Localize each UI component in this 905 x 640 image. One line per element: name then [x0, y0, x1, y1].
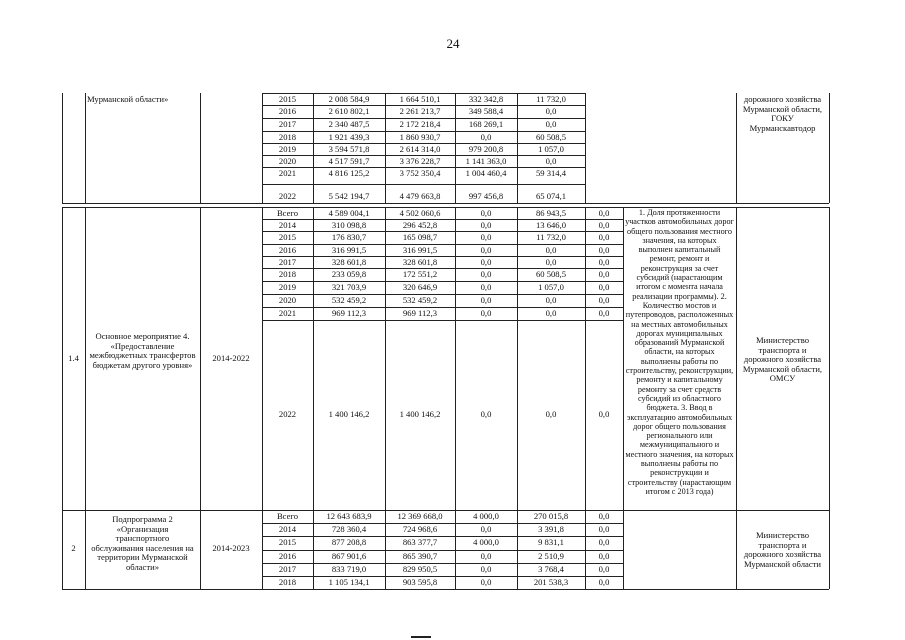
cell-total: 867 901,6 [331, 551, 367, 561]
cell-col2: 328 601,8 [402, 257, 438, 267]
cell-col2: 903 595,8 [402, 577, 438, 587]
cell-col3: 349 588,4 [468, 106, 504, 116]
cell-col2: 1 860 930,7 [399, 132, 441, 142]
table-rule [829, 510, 830, 589]
cell-col5: 0,0 [598, 269, 610, 279]
cell-year: 2020 [278, 295, 297, 305]
cell-col3: 0,0 [480, 564, 492, 574]
cell-total: 2 610 802,1 [328, 106, 370, 116]
cell-total: 4 816 125,2 [328, 168, 370, 178]
table-rule [262, 536, 623, 537]
table-rule [62, 93, 63, 203]
cell-col4: 2 510,9 [538, 551, 564, 561]
cell-total: 969 112,3 [331, 308, 367, 318]
cell-col2: 4 479 663,8 [399, 191, 441, 201]
cell-col5: 0,0 [598, 409, 610, 419]
cell-col4: 3 391,8 [538, 524, 564, 534]
cell-col5: 0,0 [598, 564, 610, 574]
table-rule [623, 510, 624, 589]
cell-total: 321 703,9 [331, 282, 367, 292]
table-rule [736, 207, 737, 510]
cell-col4: 11 732,0 [536, 232, 566, 242]
cell-col5: 0,0 [598, 208, 610, 218]
cell-col2: 724 968,6 [402, 524, 438, 534]
cell-year: Всего [276, 208, 299, 218]
cell-col2: 863 377,7 [402, 537, 438, 547]
table-rule [200, 93, 201, 203]
table-rule [262, 268, 623, 269]
cell-col3: 0,0 [480, 551, 492, 561]
cell-col3: 0,0 [480, 308, 492, 318]
table-rule [262, 281, 623, 282]
top-section-executor: дорожного хозяйства Мурманской области, ГОКУ Мурманскавтодор [742, 94, 823, 133]
cell-col2: 12 369 668,0 [397, 511, 443, 521]
cell-year: 2022 [278, 409, 297, 419]
table-rule [262, 219, 623, 220]
table-rule [829, 93, 830, 203]
section-separator [62, 510, 829, 511]
cell-col3: 1 004 460,4 [465, 168, 507, 178]
table-rule [262, 184, 585, 185]
cell-year: 2022 [278, 191, 297, 201]
cell-year: 2019 [278, 282, 297, 292]
cell-year: 2018 [278, 269, 297, 279]
cell-col2: 532 459,2 [402, 295, 438, 305]
section-number: 2 [71, 543, 76, 553]
cell-col4: 9 831,1 [538, 537, 564, 547]
cell-total: 328 601,8 [331, 257, 367, 267]
cell-year: 2021 [278, 168, 297, 178]
section-number: 1.4 [68, 353, 79, 363]
top-section-name: Мурманской области» [87, 94, 169, 104]
cell-year: 2020 [278, 156, 297, 166]
cell-total: 833 719,0 [331, 564, 367, 574]
section-period: 2014-2023 [212, 543, 250, 553]
cell-col2: 829 950,5 [402, 564, 438, 574]
cell-col2: 2 172 218,4 [399, 119, 441, 129]
cell-year: 2016 [278, 106, 297, 116]
cell-year: 2017 [278, 564, 297, 574]
table-rule [262, 550, 623, 551]
cell-col3: 0,0 [480, 524, 492, 534]
cell-total: 2 008 584,9 [328, 94, 370, 104]
cell-col3: 0,0 [480, 257, 492, 267]
table-rule [85, 207, 86, 510]
cell-year: 2015 [278, 537, 297, 547]
cell-col2: 1 400 146,2 [399, 409, 441, 419]
cell-col2: 172 551,2 [402, 269, 438, 279]
cell-year: 2016 [278, 245, 297, 255]
cell-year: 2015 [278, 94, 297, 104]
cell-total: 4 517 591,7 [328, 156, 370, 166]
cell-col4: 0,0 [545, 257, 557, 267]
cell-col4: 0,0 [545, 245, 557, 255]
cell-col3: 0,0 [480, 269, 492, 279]
section-executor: Министерство транспорта и дорожного хозяйства Мурманской области, ОМСУ [742, 335, 823, 384]
cell-col3: 979 200,8 [468, 144, 504, 154]
cell-col5: 0,0 [598, 511, 610, 521]
section-executor: Министерство транспорта и дорожного хозяйства Мурманской области [743, 530, 822, 569]
table-rule [85, 510, 86, 589]
cell-col2: 3 752 350,4 [399, 168, 441, 178]
cell-col3: 0,0 [480, 132, 492, 142]
cell-year: 2017 [278, 119, 297, 129]
table-rule [262, 256, 623, 257]
cell-total: 2 340 487,5 [328, 119, 370, 129]
cell-col5: 0,0 [598, 282, 610, 292]
cell-total: 1 105 134,1 [328, 577, 370, 587]
cell-col5: 0,0 [598, 220, 610, 230]
cell-col5: 0,0 [598, 308, 610, 318]
cell-total: 532 459,2 [331, 295, 367, 305]
cell-col5: 0,0 [598, 537, 610, 547]
cell-col3: 997 456,8 [468, 191, 504, 201]
cell-col4: 0,0 [545, 409, 557, 419]
cell-col3: 0,0 [480, 409, 492, 419]
table-rule [262, 244, 623, 245]
cell-col4: 60 508,5 [535, 132, 567, 142]
cell-total: 176 830,7 [331, 232, 367, 242]
cell-col5: 0,0 [598, 577, 610, 587]
cell-col4: 1 057,0 [538, 144, 564, 154]
cell-col5: 0,0 [598, 257, 610, 267]
cell-col4: 0,0 [545, 119, 557, 129]
section-name: Подпрограмма 2 «Организация транспортного обслуживания населения на территории Мурманской области» [91, 514, 194, 572]
cell-year: Всего [276, 511, 299, 521]
table-rule [262, 231, 623, 232]
table-rule [262, 576, 623, 577]
cell-col5: 0,0 [598, 232, 610, 242]
cell-col3: 0,0 [480, 282, 492, 292]
cell-col3: 4 000,0 [473, 537, 499, 547]
cell-year: 2017 [278, 257, 297, 267]
cell-col4: 270 015,8 [533, 511, 569, 521]
cell-col4: 11 732,0 [536, 94, 566, 104]
cell-total: 12 643 683,9 [326, 511, 372, 521]
cell-col4: 3 768,4 [538, 564, 564, 574]
table-rule [736, 510, 737, 589]
cell-total: 877 208,8 [331, 537, 367, 547]
table-rule [262, 294, 623, 295]
section-separator [62, 589, 829, 590]
cell-col3: 0,0 [480, 208, 492, 218]
cell-col2: 165 098,7 [402, 232, 438, 242]
table-rule [85, 93, 86, 203]
cell-col2: 1 664 510,1 [399, 94, 441, 104]
bottom-divider [411, 636, 431, 638]
table-rule [262, 320, 623, 321]
cell-col2: 320 646,9 [402, 282, 438, 292]
cell-total: 4 589 004,1 [328, 208, 370, 218]
cell-total: 1 400 146,2 [328, 409, 370, 419]
cell-total: 233 059,8 [331, 269, 367, 279]
cell-col3: 332 342,8 [468, 94, 504, 104]
cell-col2: 3 376 228,7 [399, 156, 441, 166]
cell-col5: 0,0 [598, 295, 610, 305]
cell-col4: 0,0 [545, 308, 557, 318]
cell-year: 2021 [278, 308, 297, 318]
table-rule [585, 93, 586, 203]
table-rule [262, 307, 623, 308]
cell-col2: 2 261 213,7 [399, 106, 441, 116]
cell-col4: 59 314,4 [535, 168, 567, 178]
cell-year: 2014 [278, 220, 297, 230]
target-indicators: 1. Доля протяженности участков автомобильных дорог общего пользования местного значения, на которых выполнен капитальный ремонт, ремонт и реконструкция за счет субсидий (нарастающим итогом с момента начала реализации программы). 2. Количество мостов и путепроводов, расположенных на местных автомобильных дорогах муниципальных образований Мурманской области, на которых выполнены работы по строительству, реконструкции, ремонту и капитальному ремонту за счет средств субсидий из областного бюджета. 3. Ввод в эксплуатацию автомобильных дорог общего пользования регионального или межмуниципального и местного значения, на которых выполнены работы по реконструкции и строительству (нарастающим итогом с 2013 года) [625, 208, 734, 496]
cell-col3: 0,0 [480, 295, 492, 305]
cell-col4: 0,0 [545, 156, 557, 166]
section-separator [62, 203, 829, 204]
cell-total: 316 991,5 [331, 245, 367, 255]
cell-col5: 0,0 [598, 551, 610, 561]
cell-col4: 86 943,5 [535, 208, 567, 218]
cell-total: 1 921 439,3 [328, 132, 370, 142]
cell-col3: 1 141 363,0 [465, 156, 507, 166]
cell-col2: 316 991,5 [402, 245, 438, 255]
cell-col2: 4 502 060,6 [399, 208, 441, 218]
cell-year: 2018 [278, 132, 297, 142]
cell-total: 728 360,4 [331, 524, 367, 534]
cell-total: 310 098,8 [331, 220, 367, 230]
table-rule [262, 523, 623, 524]
cell-year: 2014 [278, 524, 297, 534]
cell-year: 2016 [278, 551, 297, 561]
table-rule [262, 563, 623, 564]
table-rule [623, 207, 624, 510]
cell-year: 2015 [278, 232, 297, 242]
cell-col3: 168 269,1 [468, 119, 504, 129]
cell-col2: 865 390,7 [402, 551, 438, 561]
table-rule [736, 93, 737, 203]
cell-col4: 0,0 [545, 295, 557, 305]
cell-year: 2019 [278, 144, 297, 154]
cell-col4: 65 074,1 [535, 191, 567, 201]
section-period: 2014-2022 [212, 353, 250, 363]
section-name: Основное мероприятие 4. «Предоставление межбюджетных трансфертов бюджетам другого уровня» [89, 331, 196, 370]
cell-col5: 0,0 [598, 245, 610, 255]
cell-col2: 2 614 314,0 [399, 144, 441, 154]
cell-col3: 4 000,0 [473, 511, 499, 521]
cell-col4: 1 057,0 [538, 282, 564, 292]
cell-col3: 0,0 [480, 245, 492, 255]
cell-col3: 0,0 [480, 220, 492, 230]
cell-col2: 296 452,8 [402, 220, 438, 230]
cell-col4: 13 646,0 [535, 220, 567, 230]
page-number: 24 [446, 36, 460, 51]
cell-col3: 0,0 [480, 577, 492, 587]
cell-col4: 0,0 [545, 106, 557, 116]
cell-total: 5 542 194,7 [328, 191, 370, 201]
cell-year: 2018 [278, 577, 297, 587]
cell-col2: 969 112,3 [402, 308, 438, 318]
cell-total: 3 594 571,8 [328, 144, 370, 154]
cell-col4: 201 538,3 [533, 577, 569, 587]
cell-col4: 60 508,5 [535, 269, 567, 279]
cell-col3: 0,0 [480, 232, 492, 242]
cell-col5: 0,0 [598, 524, 610, 534]
table-rule [829, 207, 830, 510]
